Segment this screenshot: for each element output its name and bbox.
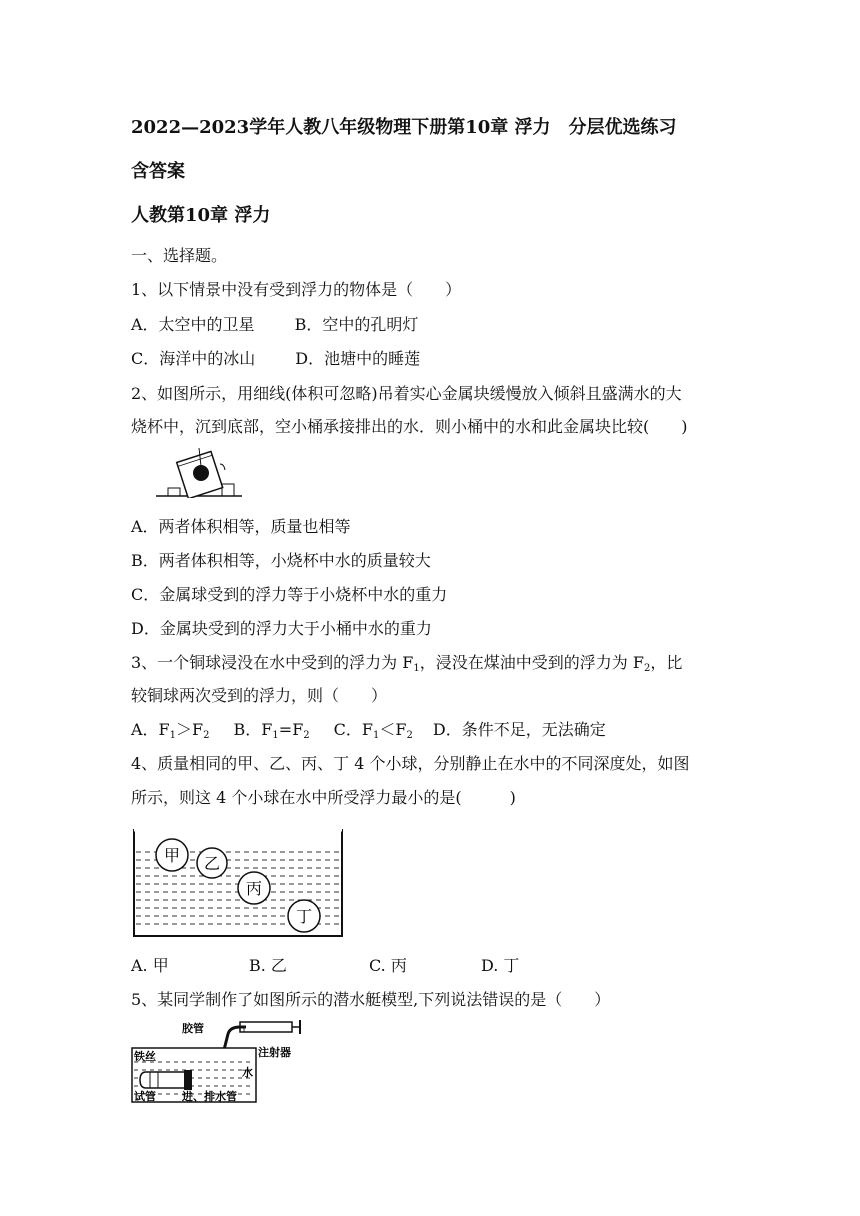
doc-title-line1: 2022—2023学年人教八年级物理下册第10章 浮力 分层优选练习 (131, 117, 677, 138)
q3-stem-line2: 较铜球两次受到的浮力，则（ ） (131, 686, 388, 705)
test-tube (140, 1070, 192, 1090)
q2-option-a: A．两者体积相等，质量也相等 (131, 517, 351, 536)
svg-text:乙: 乙 (203, 854, 221, 873)
q2-metal-block (193, 465, 209, 481)
ball-bing (238, 872, 270, 904)
q2-option-b: B．两者体积相等，小烧杯中水的质量较大 (131, 551, 431, 570)
syringe (240, 1020, 300, 1034)
q1-options-row2 (131, 349, 420, 369)
q3-option-d: D．条件不足，无法确定 (432, 720, 606, 739)
q1-option-d: D．池塘中的睡莲 (295, 349, 421, 368)
svg-text:甲: 甲 (163, 846, 181, 865)
q2-option-c: C．金属球受到的浮力等于小烧杯中水的重力 (131, 585, 448, 604)
q2-beaker-figure (154, 446, 246, 498)
q3-option-a: A．$F_1>F_2$ (131, 720, 210, 741)
doc-title-line2: 含答案 (131, 161, 185, 182)
q2-stem-line1: 2、如图所示，用细线(体积可忽略)吊着实心金属块缓慢放入倾斜且盛满水的大 (131, 384, 682, 403)
label-hose: 胶管 (182, 1022, 204, 1035)
label-syringe: 注射器 (258, 1046, 291, 1059)
q1-option-c: C．海洋中的冰山 (131, 349, 256, 368)
q3-options (131, 720, 606, 746)
q4-option-d: D. 丁 (481, 956, 520, 975)
q4-option-c: C. 丙 (369, 956, 407, 975)
q1-option-a: A．太空中的卫星 (131, 315, 255, 334)
section-heading: 一、选择题。 (131, 246, 228, 265)
q5-stem: 5、某同学制作了如图所示的潜水艇模型,下列说法错误的是（ ） (131, 990, 611, 1009)
ball-ding (288, 900, 320, 932)
q1-options-row1 (131, 315, 418, 335)
q3-option-b: B．$F_1=F_2$ (233, 720, 310, 741)
q1-option-b: B．空中的孔明灯 (294, 315, 419, 334)
q4-stem-line1: 4、质量相同的甲、乙、丙、丁 4 个小球，分别静止在水中的不同深度处，如图 (131, 754, 690, 773)
q3-stem-line1: 3、一个铜球浸没在水中受到的浮力为 $F_1$，浸没在煤油中受到的浮力为 $F_2$，比 (131, 653, 683, 674)
label-water: 水 (242, 1066, 253, 1079)
q2-option-d: D．金属块受到的浮力大于小桶中水的重力 (131, 619, 432, 638)
chapter-heading: 人教第10章 浮力 (131, 205, 271, 226)
label-tube: 试管 (134, 1090, 156, 1103)
q1-stem: 1、以下情景中没有受到浮力的物体是（ ） (131, 280, 462, 299)
ball-jia (156, 839, 188, 871)
label-pipe: 进、排水管 (182, 1090, 237, 1103)
q4-option-a: A. 甲 (131, 956, 169, 975)
q4-option-b: B. 乙 (249, 956, 287, 975)
q5-submarine-figure (130, 1018, 306, 1106)
ball-yi (197, 848, 227, 878)
q2-stem-line2: 烧杯中，沉到底部，空小桶承接排出的水．则小桶中的水和此金属块比较( ) (131, 417, 688, 436)
svg-text:丁: 丁 (295, 907, 313, 926)
svg-text:丙: 丙 (245, 879, 263, 898)
q4-options (131, 956, 519, 976)
q4-water-tank-figure (132, 828, 346, 940)
q4-stem-line2: 所示，则这 4 个小球在水中所受浮力最小的是( ) (131, 788, 516, 807)
q3-option-c: C．$F_1<F_2$ (333, 720, 413, 741)
label-wire: 铁丝 (134, 1050, 156, 1063)
